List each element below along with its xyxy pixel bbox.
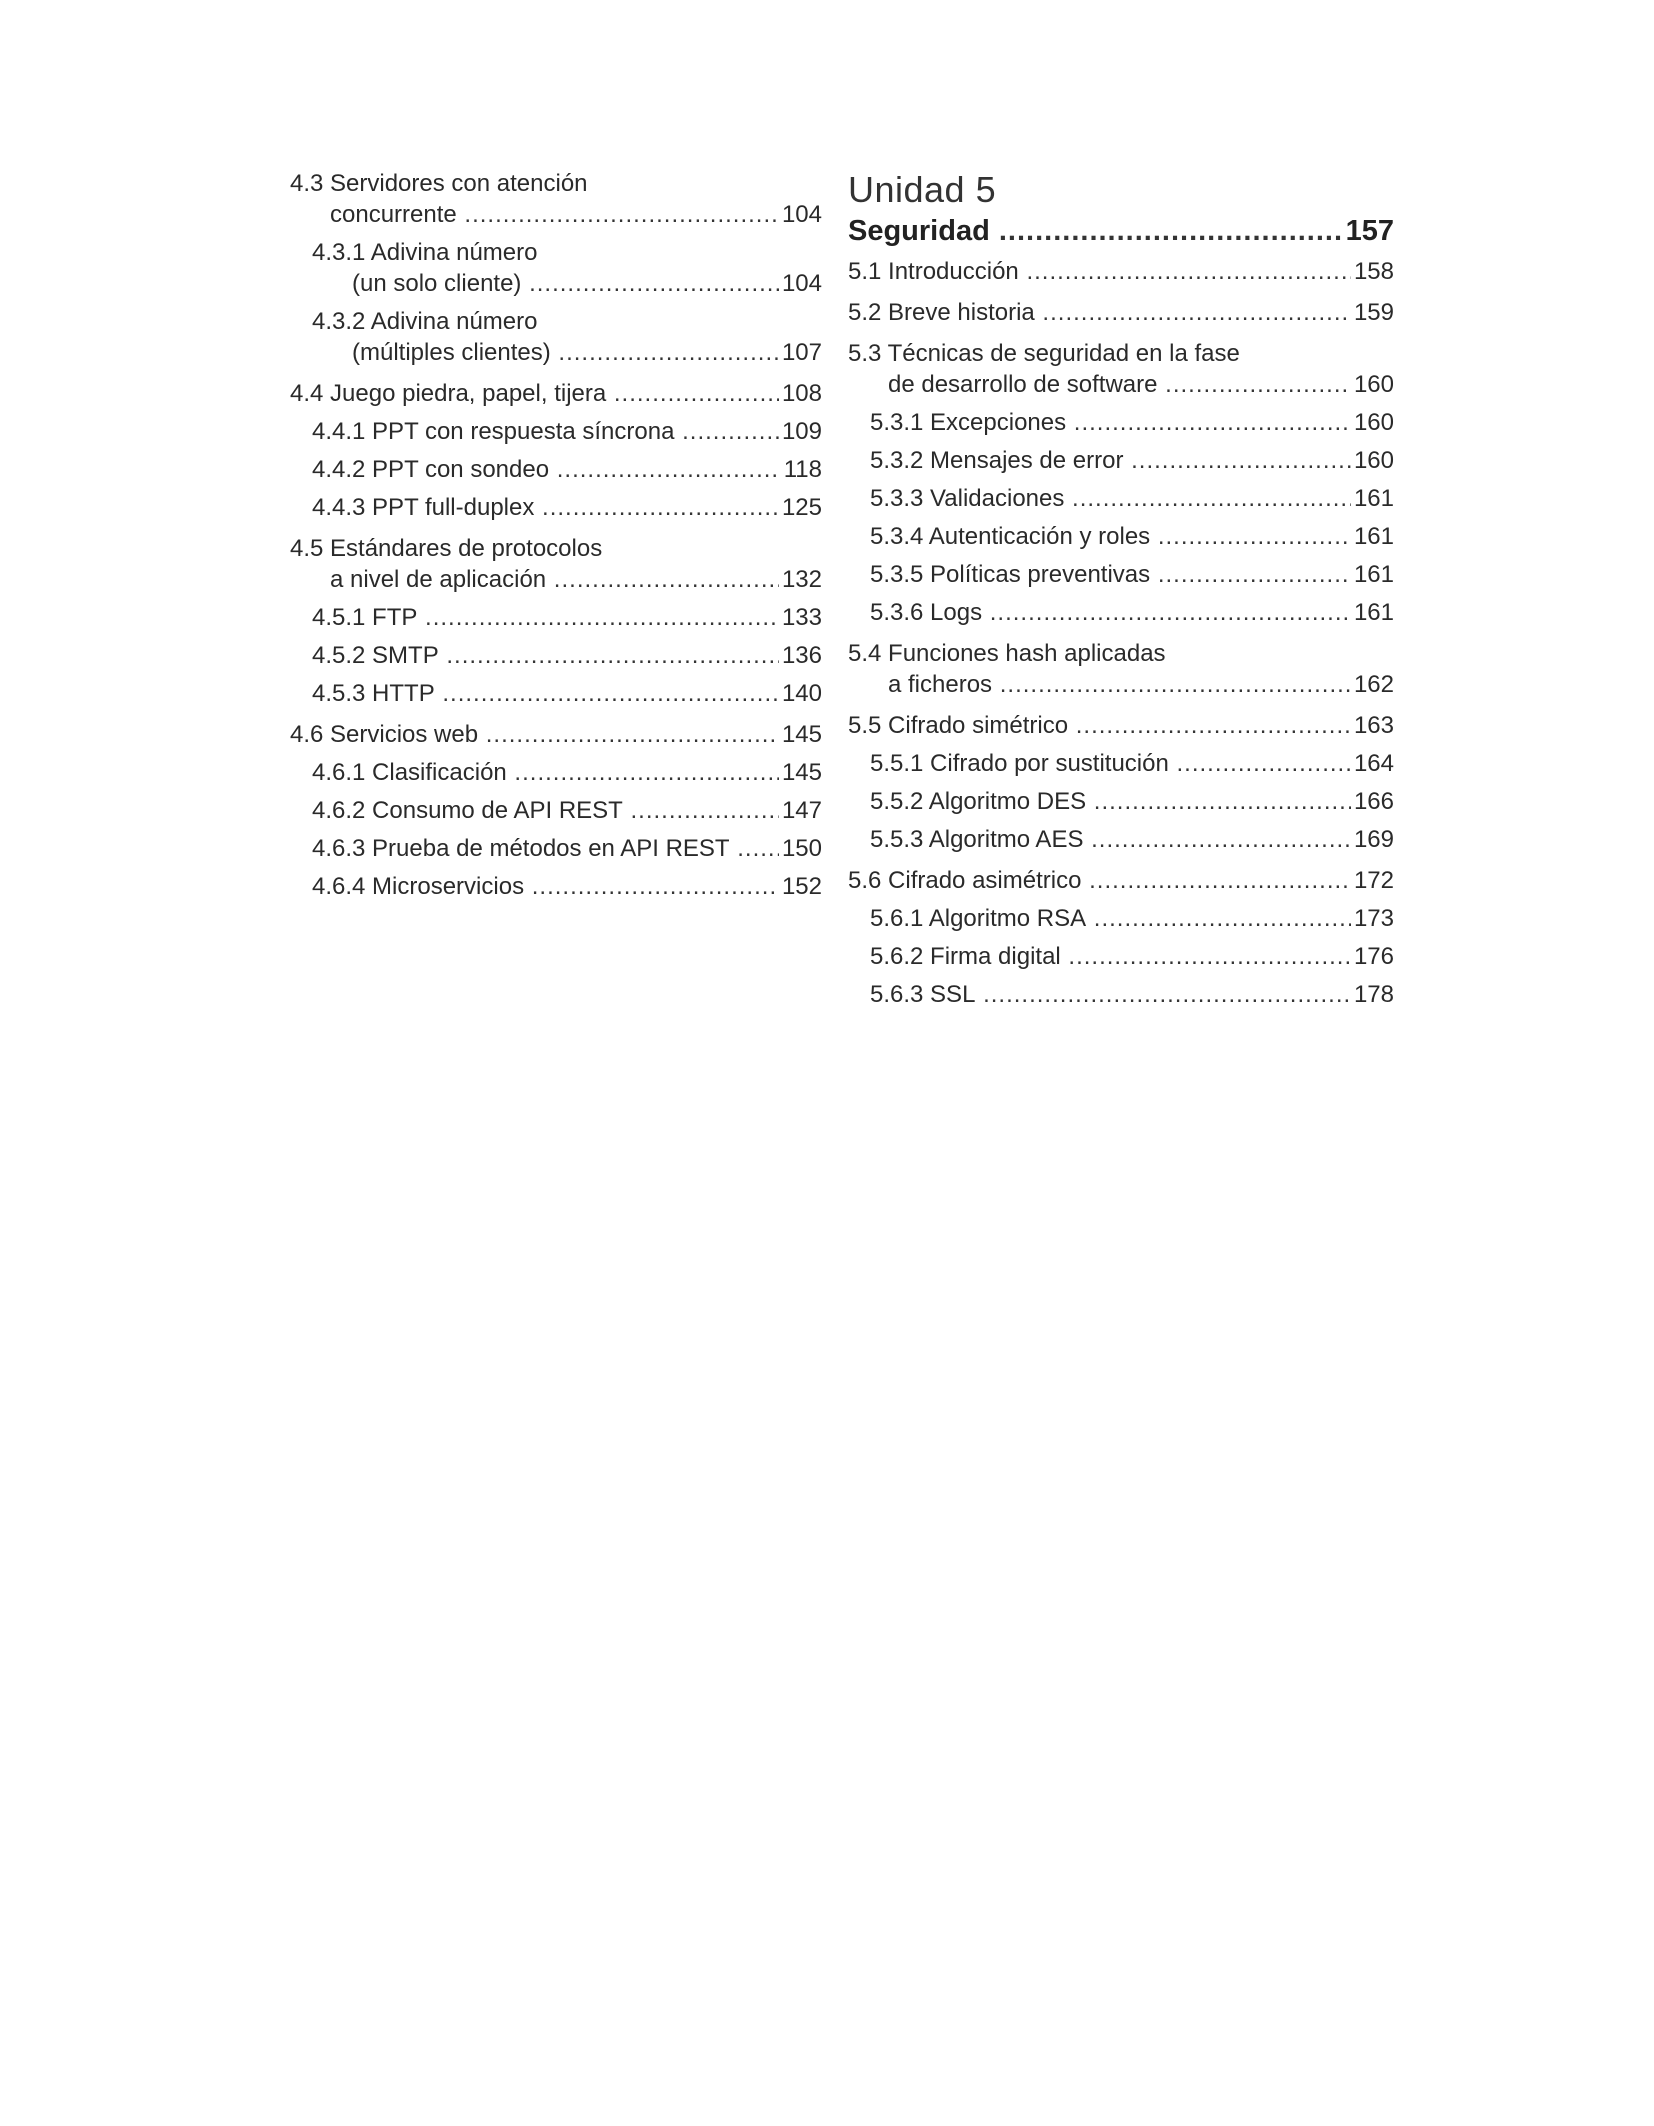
entry-row (870, 786, 1394, 817)
entry-title-continuation: de desarrollo de software ..... (888, 369, 1351, 400)
entry-row (312, 640, 822, 671)
entry-title-line: 4.3 Servidores con atención (290, 170, 588, 197)
toc-subsection[interactable] (848, 597, 1394, 628)
entry-row (312, 833, 822, 864)
toc-subsection[interactable] (848, 824, 1394, 855)
page-number: 140 (781, 680, 822, 707)
toc-subsection[interactable] (848, 941, 1394, 972)
toc-section[interactable] (290, 719, 822, 750)
page-number: 162 (1353, 671, 1394, 698)
toc-section[interactable] (848, 638, 1394, 700)
entry-title: 4.6 Servicios web ..... (290, 719, 779, 750)
entry-title: 5.3.6 Logs ..... (870, 597, 1351, 628)
toc-subsection[interactable] (848, 786, 1394, 817)
toc-section[interactable] (290, 168, 822, 230)
page-number: 136 (781, 642, 822, 669)
toc-section[interactable] (290, 533, 822, 595)
unit-title-entry[interactable] (848, 212, 1394, 250)
entry-row (848, 710, 1394, 741)
toc-group (848, 710, 1394, 855)
entry-title: 5.3.3 Validaciones ..... (870, 483, 1351, 514)
entry-row (290, 564, 822, 595)
toc-subsection[interactable] (848, 521, 1394, 552)
entry-row (848, 669, 1394, 700)
toc-section[interactable] (848, 338, 1394, 400)
entry-title: 5.5 Cifrado simétrico ..... (848, 710, 1351, 741)
entry-row (870, 748, 1394, 779)
entry-title: 4.5.2 SMTP ..... (312, 640, 779, 671)
entry-title: 4.5.3 HTTP ..... (312, 678, 779, 709)
page-number: 161 (1353, 485, 1394, 512)
toc-subsection[interactable] (848, 559, 1394, 590)
page-number: 132 (781, 566, 822, 593)
entry-title: 4.4.3 PPT full-duplex ..... (312, 492, 779, 523)
entry-row (848, 297, 1394, 328)
entry-title: 4.4 Juego piedra, papel, tijera ..... (290, 378, 779, 409)
entry-title: 4.5.1 FTP ..... (312, 602, 779, 633)
entry-row (870, 824, 1394, 855)
page-number: 161 (1353, 599, 1394, 626)
toc-subsection[interactable] (848, 483, 1394, 514)
page-number: 118 (783, 456, 822, 483)
page-number: 104 (781, 201, 822, 228)
page-number: 169 (1353, 826, 1394, 853)
toc-subsection[interactable] (290, 237, 822, 299)
entry-title-line: 4.3.2 Adivina número (312, 308, 538, 335)
entry-title: 5.6.2 Firma digital ..... (870, 941, 1351, 972)
page-number: 173 (1353, 905, 1394, 932)
entry-title: 4.6.2 Consumo de API REST ..... (312, 795, 779, 826)
entry-row (870, 445, 1394, 476)
entry-row (312, 337, 822, 368)
page-number: 133 (781, 604, 822, 631)
entry-title: 4.6.4 Microservicios ..... (312, 871, 779, 902)
page-number: 104 (781, 270, 822, 297)
entry-title: 5.5.1 Cifrado por sustitución ..... (870, 748, 1351, 779)
toc-group (290, 378, 822, 523)
page-number: 108 (781, 380, 822, 407)
toc-subsection[interactable] (848, 445, 1394, 476)
page-number: 160 (1353, 371, 1394, 398)
toc-group (290, 168, 822, 368)
entry-row (290, 199, 822, 230)
page-number: 178 (1353, 981, 1394, 1008)
toc-subsection[interactable] (290, 757, 822, 788)
toc-subsection[interactable] (290, 306, 822, 368)
entry-title-line: 5.3 Técnicas de seguridad en la fase (848, 340, 1240, 367)
entry-title-line: 4.3.1 Adivina número (312, 239, 538, 266)
page-number: 145 (781, 759, 822, 786)
page-number: 161 (1353, 523, 1394, 550)
page-number: 160 (1353, 409, 1394, 436)
page-number: 163 (1353, 712, 1394, 739)
entry-row (848, 256, 1394, 287)
toc-subsection[interactable] (848, 979, 1394, 1010)
toc-left-column (290, 168, 822, 902)
toc-subsection[interactable] (290, 833, 822, 864)
entry-title: 4.4.2 PPT con sondeo ..... (312, 454, 781, 485)
entry-row (312, 454, 822, 485)
entry-row (870, 521, 1394, 552)
entry-title: 5.3.5 Políticas preventivas ..... (870, 559, 1351, 590)
toc-subsection[interactable] (290, 492, 822, 523)
entry-title: 4.6.1 Clasificación ..... (312, 757, 779, 788)
toc-subsection[interactable] (848, 903, 1394, 934)
entry-title: 5.2 Breve historia ..... (848, 297, 1351, 328)
page-number: 109 (781, 418, 822, 445)
entry-title: 5.6 Cifrado asimétrico ..... (848, 865, 1351, 896)
unit-page-number: 157 (1345, 215, 1394, 247)
entry-title: 4.4.1 PPT con respuesta síncrona ..... (312, 416, 779, 447)
toc-section[interactable] (848, 256, 1394, 287)
page-number: 166 (1353, 788, 1394, 815)
toc-section[interactable] (848, 297, 1394, 328)
toc-subsection[interactable] (290, 602, 822, 633)
entry-title: 5.3.2 Mensajes de error ..... (870, 445, 1351, 476)
page-number: 125 (781, 494, 822, 521)
toc-group (848, 865, 1394, 1010)
entry-title-line: 5.4 Funciones hash aplicadas (848, 640, 1166, 667)
toc-section[interactable] (848, 865, 1394, 896)
entry-row (312, 602, 822, 633)
entry-title: 5.3.1 Excepciones ..... (870, 407, 1351, 438)
toc-section[interactable] (848, 710, 1394, 741)
toc-group (848, 638, 1394, 700)
toc-group (290, 533, 822, 709)
entry-title: 5.3.4 Autenticación y roles ..... (870, 521, 1351, 552)
entry-title: 5.5.2 Algoritmo DES ..... (870, 786, 1351, 817)
entry-row (312, 795, 822, 826)
entry-row (290, 719, 822, 750)
entry-row (312, 757, 822, 788)
page-number: 147 (781, 797, 822, 824)
page-number: 158 (1353, 258, 1394, 285)
entry-row (312, 678, 822, 709)
page-number: 160 (1353, 447, 1394, 474)
toc-group (848, 297, 1394, 328)
unit-label: Unidad 5 (848, 169, 997, 210)
entry-row (870, 483, 1394, 514)
toc-right-column (848, 168, 1394, 1010)
entry-row (870, 407, 1394, 438)
toc-group (848, 256, 1394, 287)
unit-title: Seguridad ..... (848, 212, 1343, 250)
toc-subsection[interactable] (290, 640, 822, 671)
page-number: 150 (781, 835, 822, 862)
page-number: 107 (781, 339, 822, 366)
entry-title: 5.6.1 Algoritmo RSA ..... (870, 903, 1351, 934)
entry-title-continuation: concurrente ..... (330, 199, 779, 230)
entry-row (312, 416, 822, 447)
entry-title: 4.6.3 Prueba de métodos en API REST ..... (312, 833, 779, 864)
toc-subsection[interactable] (848, 407, 1394, 438)
entry-title-continuation: a nivel de aplicación ..... (330, 564, 779, 595)
page-number: 159 (1353, 299, 1394, 326)
entry-title: 5.6.3 SSL ..... (870, 979, 1351, 1010)
entry-row (312, 492, 822, 523)
toc-subsection[interactable] (848, 748, 1394, 779)
page-number: 164 (1353, 750, 1394, 777)
entry-title-continuation: (múltiples clientes) ..... (352, 337, 779, 368)
page-number: 145 (781, 721, 822, 748)
toc-subsection[interactable] (290, 678, 822, 709)
entry-row (870, 979, 1394, 1010)
entry-row (870, 941, 1394, 972)
toc-subsection[interactable] (290, 795, 822, 826)
page-number: 161 (1353, 561, 1394, 588)
entry-title: 5.1 Introducción ..... (848, 256, 1351, 287)
toc-group (848, 338, 1394, 628)
toc-subsection[interactable] (290, 454, 822, 485)
entry-row (312, 268, 822, 299)
page-number: 176 (1353, 943, 1394, 970)
entry-row (312, 871, 822, 902)
page-number: 152 (781, 873, 822, 900)
entry-title-continuation: a ficheros ..... (888, 669, 1351, 700)
entry-row (870, 597, 1394, 628)
toc-subsection[interactable] (290, 416, 822, 447)
entry-row (870, 559, 1394, 590)
unit-5-sections (848, 256, 1394, 1010)
entry-row (848, 369, 1394, 400)
toc-section[interactable] (290, 378, 822, 409)
toc-group (290, 719, 822, 902)
entry-title: 5.5.3 Algoritmo AES ..... (870, 824, 1351, 855)
page-number: 172 (1353, 867, 1394, 894)
entry-title-continuation: (un solo cliente) ..... (352, 268, 779, 299)
entry-row (290, 378, 822, 409)
entry-row (848, 865, 1394, 896)
entry-title-line: 4.5 Estándares de protocolos (290, 535, 603, 562)
entry-row (870, 903, 1394, 934)
toc-subsection[interactable] (290, 871, 822, 902)
